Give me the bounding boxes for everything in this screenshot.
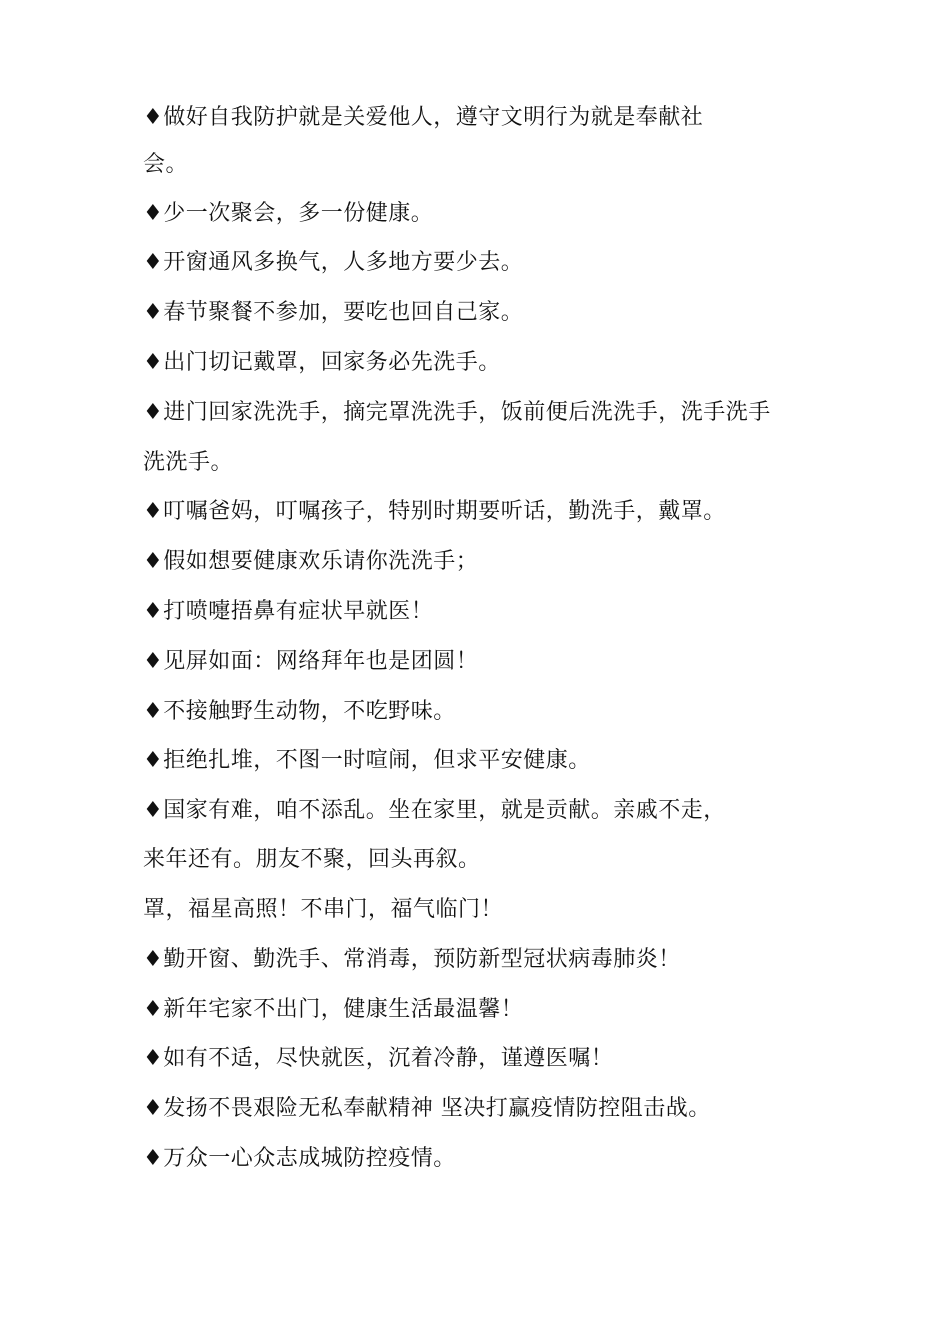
text-line: ♦进门回家洗洗手，摘完罩洗洗手，饭前便后洗洗手，洗手洗手 (143, 400, 771, 425)
text-line: ♦叮嘱爸妈，叮嘱孩子，特别时期要听话，勤洗手，戴罩。 (143, 499, 726, 524)
text-line: 洗洗手。 (143, 450, 234, 475)
text-line: ♦见屏如面：网络拜年也是团圆！ (143, 649, 479, 674)
text-line: ♦不接触野生动物，不吃野味。 (143, 699, 456, 724)
text-line: ♦打喷嚏捂鼻有症状早就医！ (143, 599, 434, 624)
text-line: ♦做好自我防护就是关爱他人，遵守文明行为就是奉献社 (143, 105, 704, 130)
text-line: 罩，福星高照！不串门，福气临门！ (143, 897, 504, 922)
text-line: ♦假如想要健康欢乐请你洗洗手； (143, 549, 479, 574)
text-line: ♦春节聚餐不参加，要吃也回自己家。 (143, 300, 524, 325)
text-line: ♦拒绝扎堆，不图一时喧闹，但求平安健康。 (143, 748, 591, 773)
text-line: ♦新年宅家不出门，健康生活最温馨！ (143, 997, 524, 1022)
text-line: ♦发扬不畏艰险无私奉献精神 坚决打赢疫情防控阻击战。 (143, 1096, 711, 1121)
text-line: ♦勤开窗、勤洗手、常消毒，预防新型冠状病毒肺炎！ (143, 947, 681, 972)
text-line: ♦如有不适，尽快就医，沉着冷静，谨遵医嘱！ (143, 1046, 614, 1071)
text-line: ♦国家有难，咱不添乱。坐在家里，就是贡献。亲戚不走， (143, 798, 726, 823)
text-line: 来年还有。朋友不聚，回头再叙。 (143, 847, 481, 872)
text-line: ♦开窗通风多换气，人多地方要少去。 (143, 250, 524, 275)
text-line: 会。 (143, 152, 189, 177)
text-line: ♦出门切记戴罩，回家务必先洗手。 (143, 350, 501, 375)
text-line: ♦少一次聚会，多一份健康。 (143, 201, 434, 226)
text-line: ♦万众一心众志成城防控疫情。 (143, 1146, 456, 1171)
